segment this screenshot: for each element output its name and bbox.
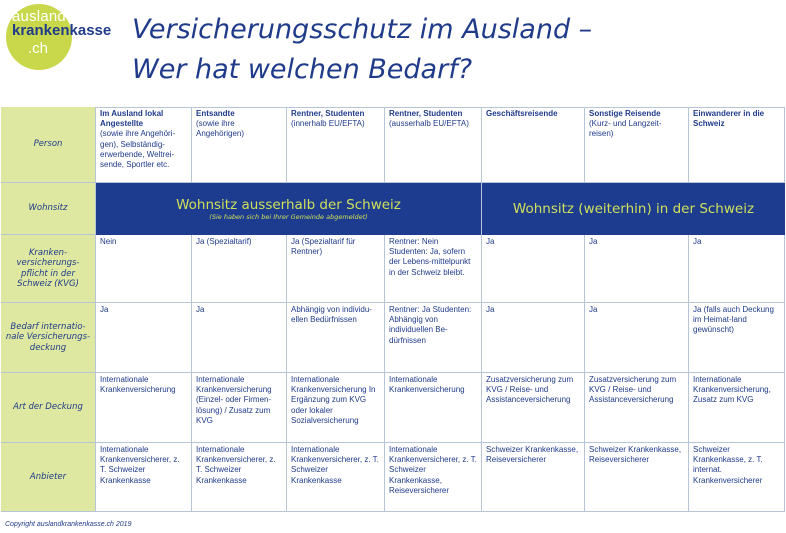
wohnsitz-band-abroad-title: Wohnsitz ausserhalb der Schweiz xyxy=(176,197,401,213)
table-cell-anbieter-5: Schweizer Krankenkasse, Reiseversicherer xyxy=(482,443,585,512)
column-header-title: Geschäftsreisende xyxy=(486,109,558,118)
column-header-subtitle: (Kurz- und Langzeit-reisen) xyxy=(589,119,662,139)
wohnsitz-band-switzerland-title: Wohnsitz (weiterhin) in der Schweiz xyxy=(512,201,755,217)
table-cell-bedarf-4: Rentner: Ja Studenten: Abhängig von individuellen Be-dürfnissen xyxy=(385,303,482,373)
row-label-bedarf: Bedarf internatio-nale Versicherungs-deckung xyxy=(1,303,96,373)
column-header-3 xyxy=(287,107,385,183)
column-header-title: Im Ausland lokal Angestellte xyxy=(100,109,164,129)
wohnsitz-band-abroad-note: (Sie haben sich bei Ihrer Gemeinde abgemeldet) xyxy=(209,213,368,221)
row-label-wohnsitz: Wohnsitz xyxy=(1,183,96,235)
row-label-art: Art der Deckung xyxy=(1,373,96,443)
column-header-6 xyxy=(585,107,689,183)
table-cell-kvg-1: Nein xyxy=(96,235,192,303)
table-cell-bedarf-3: Abhängig von individu-ellen Bedürfnissen xyxy=(287,303,385,373)
coverage-table xyxy=(1,107,785,512)
table-cell-art-4: Internationale Krankenversicherung xyxy=(385,373,482,443)
page-title xyxy=(132,10,772,90)
logo-line-1: ausland xyxy=(12,8,66,25)
table-cell-art-6: Zusatzversicherung zum KVG / Reise- und Assistanceversicherung xyxy=(585,373,689,443)
wohnsitz-band-abroad xyxy=(96,183,482,235)
row-label-person: Person xyxy=(1,107,96,183)
table-cell-anbieter-7: Schweizer Krankenkasse, z. T. internat. Krankenversicherer xyxy=(689,443,785,512)
column-header-subtitle: (sowie ihre Angehöri-gen), Selbständig-erwerbende, Weltrei-sende, Sportler etc. xyxy=(100,129,176,170)
table-cell-art-3: Internationale Krankenversicherung In Ergänzung zum KVG oder lokaler Sozialversicherung xyxy=(287,373,385,443)
site-logo[interactable] xyxy=(4,2,112,68)
column-header-4 xyxy=(385,107,482,183)
table-cell-kvg-2: Ja (Spezialtarif) xyxy=(192,235,287,303)
column-header-title: Rentner, Studenten xyxy=(389,109,463,118)
column-header-subtitle: (ausserhalb EU/EFTA) xyxy=(389,119,469,129)
page-title-line-1: Versicherungsschutz im Ausland – xyxy=(132,14,593,45)
table-cell-bedarf-2: Ja xyxy=(192,303,287,373)
table-cell-art-1: Internationale Krankenversicherung xyxy=(96,373,192,443)
column-header-subtitle: (sowie ihre Angehörigen) xyxy=(196,119,245,139)
row-label-kvg: Kranken-versicherungs-pflicht in der Schweiz (KVG) xyxy=(1,235,96,303)
page-title-line-2: Wer hat welchen Bedarf? xyxy=(132,54,473,85)
column-header-subtitle: (innerhalb EU/EFTA) xyxy=(291,119,365,129)
table-cell-art-5: Zusatzversicherung zum KVG / Reise- und Assistanceversicherung xyxy=(482,373,585,443)
table-cell-kvg-7: Ja xyxy=(689,235,785,303)
wohnsitz-band-switzerland xyxy=(482,183,785,235)
table-cell-kvg-6: Ja xyxy=(585,235,689,303)
table-cell-anbieter-2: Internationale Krankenversicherer, z. T. Schweizer Krankenkasse xyxy=(192,443,287,512)
column-header-title: Einwanderer in die Schweiz xyxy=(693,109,765,129)
table-cell-anbieter-3: Internationale Krankenversicherer, z. T. Schweizer Krankenkasse xyxy=(287,443,385,512)
logo-line-2: krankenkasse xyxy=(12,22,112,39)
column-header-2 xyxy=(192,107,287,183)
table-cell-kvg-5: Ja xyxy=(482,235,585,303)
copyright-text: Copyright auslandkrankenkasse.ch 2019 xyxy=(5,521,132,528)
table-cell-kvg-3: Ja (Spezialtarif für Rentner) xyxy=(287,235,385,303)
table-cell-bedarf-7: Ja (falls auch Deckung im Heimat-land gewünscht) xyxy=(689,303,785,373)
table-cell-bedarf-5: Ja xyxy=(482,303,585,373)
table-cell-anbieter-4: Internationale Krankenversicherer, z. T. Schweizer Krankenkasse, Reiseversicherer xyxy=(385,443,482,512)
column-header-title: Entsandte xyxy=(196,109,235,118)
table-cell-art-2: Internationale Krankenversicherung (Einzel- oder Firmen-lösung) / Zusatz zum KVG xyxy=(192,373,287,443)
logo-line-3: .ch xyxy=(28,40,49,57)
table-cell-art-7: Internationale Krankenversicherung, Zusatz zum KVG xyxy=(689,373,785,443)
table-cell-anbieter-6: Schweizer Krankenkasse, Reiseversicherer xyxy=(585,443,689,512)
column-header-5 xyxy=(482,107,585,183)
column-header-7 xyxy=(689,107,785,183)
column-header-title: Sonstige Reisende xyxy=(589,109,661,118)
table-cell-kvg-4: Rentner: Nein Studenten: Ja, sofern der Lebens-mittelpunkt in der Schweiz bleibt. xyxy=(385,235,482,303)
table-cell-bedarf-6: Ja xyxy=(585,303,689,373)
column-header-title: Rentner, Studenten xyxy=(291,109,365,118)
column-header-1 xyxy=(96,107,192,183)
row-label-anbieter: Anbieter xyxy=(1,443,96,512)
table-cell-anbieter-1: Internationale Krankenversicherer, z. T. Schweizer Krankenkasse xyxy=(96,443,192,512)
table-cell-bedarf-1: Ja xyxy=(96,303,192,373)
